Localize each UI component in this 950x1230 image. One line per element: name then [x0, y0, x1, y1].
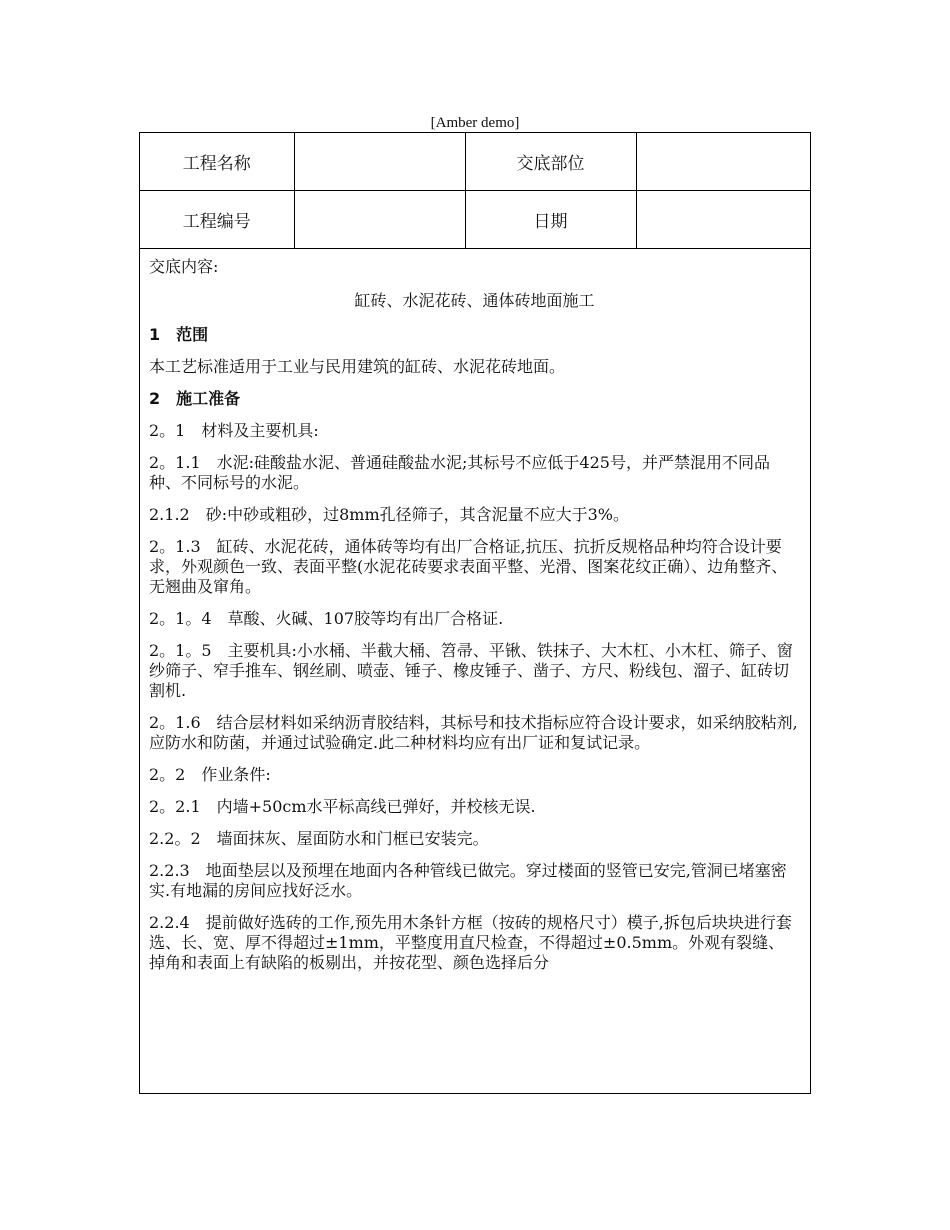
table-row — [140, 191, 811, 249]
paragraph: 2。1。4 草酸、火碱、107胶等均有出厂合格证. — [149, 609, 504, 628]
paragraph: 2.2.3 地面垫层以及预埋在地面内各种管线已做完。穿过楼面的竖管已安完,管洞已堵塞密实.有地漏的房间应找好泛水。 — [149, 861, 787, 900]
handover-content — [140, 249, 810, 973]
project-no-value — [294, 191, 465, 249]
project-name-label: 工程名称 — [140, 133, 294, 191]
paragraph-list — [149, 325, 800, 973]
paragraph: 本工艺标准适用于工业与民用建筑的缸砖、水泥花砖地面。 — [149, 357, 566, 376]
header-note: [Amber demo] — [430, 115, 520, 131]
table-row — [140, 133, 811, 191]
document-title: 缸砖、水泥花砖、通体砖地面施工 — [354, 291, 595, 310]
paragraph: 2.2.4 提前做好选砖的工作,预先用木条针方框（按砖的规格尺寸）模子,拆包后块块进行套选、长、宽、厚不得超过±1mm，平整度用直尺检查，不得超过±0.5mm。外观有裂缝、掉角和表面上有缺陷的板剔出，并按花型、颜色选择后分 — [149, 913, 792, 972]
project-no-label: 工程编号 — [140, 191, 294, 249]
paragraph: 2。1。5 主要机具:小水桶、半截大桶、笤帚、平锹、铁抹子、大木杠、小木杠、筛子、窗纱筛子、窄手推车、钢丝刷、喷壶、锤子、橡皮锤子、凿子、方尺、粉线包、溜子、缸砖切割机. — [149, 641, 793, 700]
paragraph: 2。1.6 结合层材料如采纳沥青胶结料，其标号和技术指标应符合设计要求，如采纳胶粘剂,应防水和防菌，并通过试验确定.此二种材料均应有出厂证和复试记录。 — [149, 713, 798, 752]
content-intro-label: 交底内容: — [149, 257, 219, 276]
paragraph: 2。2 作业条件: — [149, 765, 271, 784]
paragraph: 2.2。2 墙面抹灰、屋面防水和门框已安装完。 — [149, 829, 489, 848]
handover-sheet — [139, 132, 811, 1094]
paragraph: 2.1.2 砂:中砂或粗砂，过8mm孔径筛子，其含泥量不应大于3%。 — [149, 505, 630, 524]
paragraph: 2。1 材料及主要机具: — [149, 421, 319, 440]
handover-part-value — [636, 133, 811, 191]
section-heading: 1 范围 — [149, 325, 209, 344]
paragraph: 2。2.1 内墙+50cm水平标高线已弹好，并校核无误. — [149, 797, 536, 816]
date-label: 日期 — [465, 191, 636, 249]
handover-part-label: 交底部位 — [465, 133, 636, 191]
section-heading: 2 施工准备 — [149, 389, 241, 408]
project-info-table — [140, 133, 811, 249]
project-name-value — [294, 133, 465, 191]
date-value — [636, 191, 811, 249]
paragraph: 2。1.3 缸砖、水泥花砖，通体砖等均有出厂合格证,抗压、抗折反规格品种均符合设计要求，外观颜色一致、表面平整(水泥花砖要求表面平整、光滑、图案花纹正确）、边角整齐、无翘曲及窜角。 — [149, 537, 788, 596]
paragraph: 2。1.1 水泥:硅酸盐水泥、普通硅酸盐水泥;其标号不应低于425号，并严禁混用不同品种、不同标号的水泥。 — [149, 453, 770, 492]
